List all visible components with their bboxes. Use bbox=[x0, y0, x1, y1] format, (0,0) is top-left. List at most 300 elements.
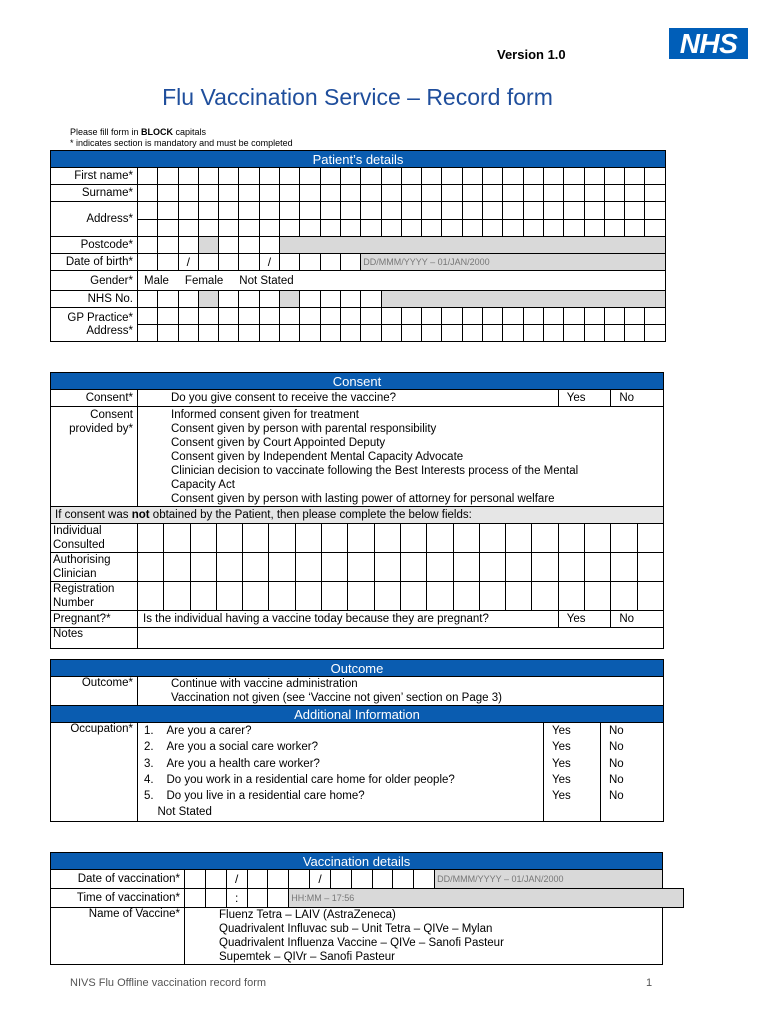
nhs-no-box[interactable] bbox=[300, 291, 320, 308]
address-box[interactable] bbox=[361, 219, 381, 237]
gp-box[interactable] bbox=[625, 325, 645, 342]
clinician-box[interactable] bbox=[164, 553, 190, 582]
date-box[interactable] bbox=[185, 870, 206, 889]
clinician-box[interactable] bbox=[637, 553, 663, 582]
first-name-box[interactable] bbox=[219, 168, 239, 185]
gp-box[interactable] bbox=[361, 308, 381, 325]
dob-box[interactable] bbox=[198, 254, 218, 271]
nhs-no-box[interactable] bbox=[178, 291, 198, 308]
yes-option[interactable]: Yes bbox=[552, 773, 571, 786]
vaccination-date-label: Date of vaccination* bbox=[51, 870, 185, 889]
dob-box[interactable] bbox=[300, 254, 320, 271]
surname-box[interactable] bbox=[138, 185, 158, 202]
surname-box[interactable] bbox=[361, 185, 381, 202]
individual-box[interactable] bbox=[269, 524, 295, 553]
first-name-box[interactable] bbox=[503, 168, 523, 185]
gp-box[interactable] bbox=[401, 325, 421, 342]
occupation-yes-column bbox=[544, 723, 601, 822]
date-box[interactable] bbox=[268, 870, 289, 889]
time-box[interactable] bbox=[205, 889, 226, 908]
clinician-box[interactable] bbox=[190, 553, 216, 582]
surname-box[interactable] bbox=[198, 185, 218, 202]
gp-box[interactable] bbox=[178, 325, 198, 342]
registration-box[interactable] bbox=[374, 582, 400, 611]
registration-box[interactable] bbox=[348, 582, 374, 611]
individual-box[interactable] bbox=[164, 524, 190, 553]
surname-box[interactable] bbox=[280, 185, 300, 202]
registration-box[interactable] bbox=[400, 582, 426, 611]
individual-box[interactable] bbox=[479, 524, 505, 553]
clinician-box[interactable] bbox=[269, 553, 295, 582]
address-box[interactable] bbox=[300, 202, 320, 220]
consent-option[interactable]: Consent given by person with lasting power of attorney for personal welfare bbox=[171, 493, 555, 505]
address-box[interactable] bbox=[401, 202, 421, 220]
nhs-no-box[interactable] bbox=[219, 291, 239, 308]
first-name-box[interactable] bbox=[259, 168, 279, 185]
registration-box[interactable] bbox=[506, 582, 532, 611]
gp-box[interactable] bbox=[361, 325, 381, 342]
surname-box[interactable] bbox=[462, 185, 482, 202]
first-name-box[interactable] bbox=[584, 168, 604, 185]
gp-box[interactable] bbox=[138, 325, 158, 342]
consent-option[interactable]: Clinician decision to vaccinate following the Best Interests process of the Mental bbox=[171, 465, 579, 477]
surname-box[interactable] bbox=[604, 185, 624, 202]
surname-box[interactable] bbox=[401, 185, 421, 202]
gp-box[interactable] bbox=[219, 325, 239, 342]
address-box[interactable] bbox=[239, 202, 259, 220]
date-box[interactable] bbox=[247, 870, 268, 889]
gp-box[interactable] bbox=[442, 308, 462, 325]
consent-option[interactable]: Informed consent given for treatment bbox=[171, 409, 359, 421]
postcode-box[interactable] bbox=[138, 237, 158, 254]
notes-field[interactable] bbox=[138, 628, 664, 649]
individual-box[interactable] bbox=[558, 524, 584, 553]
gp-box[interactable] bbox=[645, 325, 666, 342]
surname-box[interactable] bbox=[422, 185, 442, 202]
dob-slash: / bbox=[259, 254, 279, 271]
first-name-box[interactable] bbox=[280, 168, 300, 185]
gp-box[interactable] bbox=[604, 308, 624, 325]
gender-not-stated-option[interactable]: Not Stated bbox=[239, 274, 294, 287]
outcome-option[interactable]: Continue with vaccine administration bbox=[171, 678, 358, 690]
address-box[interactable] bbox=[645, 219, 666, 237]
individual-box[interactable] bbox=[400, 524, 426, 553]
date-box[interactable] bbox=[205, 870, 226, 889]
dob-box[interactable] bbox=[340, 254, 360, 271]
pregnant-question: Is the individual having a vaccine today because they are pregnant? bbox=[138, 611, 559, 628]
postcode-box[interactable] bbox=[219, 237, 239, 254]
gp-box[interactable] bbox=[483, 325, 503, 342]
surname-box[interactable] bbox=[340, 185, 360, 202]
no-option[interactable]: No bbox=[609, 773, 624, 786]
individual-box[interactable] bbox=[138, 524, 164, 553]
registration-box[interactable] bbox=[479, 582, 505, 611]
postcode-box[interactable] bbox=[239, 237, 259, 254]
registration-box[interactable] bbox=[138, 582, 164, 611]
first-name-box[interactable] bbox=[361, 168, 381, 185]
gp-box[interactable] bbox=[442, 325, 462, 342]
address-label: Address* bbox=[51, 202, 138, 237]
nhs-no-filler bbox=[381, 291, 665, 308]
first-name-box[interactable] bbox=[442, 168, 462, 185]
registration-box[interactable] bbox=[585, 582, 611, 611]
address-box[interactable] bbox=[340, 219, 360, 237]
pregnant-no-option[interactable]: No bbox=[611, 611, 664, 628]
first-name-box[interactable] bbox=[422, 168, 442, 185]
clinician-box[interactable] bbox=[322, 553, 348, 582]
individual-box[interactable] bbox=[585, 524, 611, 553]
address-box[interactable] bbox=[604, 202, 624, 220]
date-box[interactable] bbox=[393, 870, 414, 889]
individual-box[interactable] bbox=[506, 524, 532, 553]
individual-box[interactable] bbox=[611, 524, 637, 553]
individual-box[interactable] bbox=[190, 524, 216, 553]
address-box[interactable] bbox=[259, 202, 279, 220]
address-box[interactable] bbox=[280, 202, 300, 220]
address-box[interactable] bbox=[198, 202, 218, 220]
individual-box[interactable] bbox=[427, 524, 453, 553]
address-box[interactable] bbox=[280, 219, 300, 237]
gp-box[interactable] bbox=[158, 308, 178, 325]
first-name-box[interactable] bbox=[138, 168, 158, 185]
time-box[interactable] bbox=[268, 889, 289, 908]
registration-box[interactable] bbox=[164, 582, 190, 611]
individual-box[interactable] bbox=[532, 524, 558, 553]
address-box[interactable] bbox=[543, 202, 563, 220]
surname-box[interactable] bbox=[381, 185, 401, 202]
first-name-box[interactable] bbox=[239, 168, 259, 185]
registration-box[interactable] bbox=[611, 582, 637, 611]
surname-box[interactable] bbox=[178, 185, 198, 202]
clinician-box[interactable] bbox=[532, 553, 558, 582]
gp-box[interactable] bbox=[300, 325, 320, 342]
individual-box[interactable] bbox=[637, 524, 663, 553]
gp-box[interactable] bbox=[483, 308, 503, 325]
surname-box[interactable] bbox=[442, 185, 462, 202]
gp-box[interactable] bbox=[340, 325, 360, 342]
surname-box[interactable] bbox=[483, 185, 503, 202]
not-stated-option[interactable]: Not Stated bbox=[157, 806, 212, 819]
surname-box[interactable] bbox=[320, 185, 340, 202]
nhs-no-box[interactable] bbox=[239, 291, 259, 308]
dob-box[interactable] bbox=[280, 254, 300, 271]
vaccine-option[interactable]: Quadrivalent Influenza Vaccine – QIVe – Sanofi Pasteur bbox=[219, 937, 504, 949]
first-name-box[interactable] bbox=[523, 168, 543, 185]
gp-box[interactable] bbox=[340, 308, 360, 325]
consent-yes-option[interactable]: Yes bbox=[558, 390, 611, 407]
individual-box[interactable] bbox=[295, 524, 321, 553]
dob-slash: / bbox=[178, 254, 198, 271]
registration-box[interactable] bbox=[269, 582, 295, 611]
address-box[interactable] bbox=[543, 219, 563, 237]
gp-box[interactable] bbox=[564, 308, 584, 325]
gp-box[interactable] bbox=[523, 325, 543, 342]
gp-box[interactable] bbox=[584, 308, 604, 325]
surname-box[interactable] bbox=[584, 185, 604, 202]
consent-option[interactable]: Consent given by person with parental responsibility bbox=[171, 423, 437, 435]
clinician-box[interactable] bbox=[216, 553, 242, 582]
gp-box[interactable] bbox=[320, 308, 340, 325]
clinician-box[interactable] bbox=[558, 553, 584, 582]
surname-box[interactable] bbox=[259, 185, 279, 202]
registration-box[interactable] bbox=[322, 582, 348, 611]
outcome-option[interactable]: Vaccination not given (see ‘Vaccine not given’ section on Page 3) bbox=[171, 692, 502, 704]
yes-option[interactable]: Yes bbox=[552, 725, 571, 737]
surname-box[interactable] bbox=[503, 185, 523, 202]
address-box[interactable] bbox=[340, 202, 360, 220]
nhs-no-box[interactable] bbox=[138, 291, 158, 308]
surname-box[interactable] bbox=[300, 185, 320, 202]
surname-box[interactable] bbox=[219, 185, 239, 202]
address-box[interactable] bbox=[138, 202, 158, 220]
notes-row bbox=[51, 628, 664, 649]
vaccine-option[interactable]: Fluenz Tetra – LAIV (AstraZeneca) bbox=[219, 909, 396, 921]
time-box[interactable] bbox=[247, 889, 268, 908]
address-box[interactable] bbox=[401, 219, 421, 237]
gp-box[interactable] bbox=[523, 308, 543, 325]
no-option[interactable]: No bbox=[609, 757, 624, 770]
address-box[interactable] bbox=[219, 219, 239, 237]
gp-box[interactable] bbox=[462, 325, 482, 342]
vaccination-time-row bbox=[51, 889, 684, 908]
consent-table bbox=[50, 372, 664, 649]
surname-box[interactable] bbox=[564, 185, 584, 202]
gp-box[interactable] bbox=[503, 308, 523, 325]
registration-box[interactable] bbox=[216, 582, 242, 611]
gp-box[interactable] bbox=[462, 308, 482, 325]
clinician-box[interactable] bbox=[585, 553, 611, 582]
clinician-box[interactable] bbox=[427, 553, 453, 582]
gp-box[interactable] bbox=[138, 308, 158, 325]
date-box[interactable] bbox=[372, 870, 393, 889]
address-box[interactable] bbox=[320, 219, 340, 237]
registration-box[interactable] bbox=[637, 582, 663, 611]
surname-box[interactable] bbox=[645, 185, 666, 202]
postcode-box[interactable] bbox=[158, 237, 178, 254]
gp-box[interactable] bbox=[259, 308, 279, 325]
dob-box[interactable] bbox=[138, 254, 158, 271]
address-box[interactable] bbox=[422, 202, 442, 220]
address-box[interactable] bbox=[198, 219, 218, 237]
nhs-no-box[interactable] bbox=[340, 291, 360, 308]
individual-box[interactable] bbox=[453, 524, 479, 553]
address-box[interactable] bbox=[361, 202, 381, 220]
date-box[interactable] bbox=[351, 870, 372, 889]
gp-box[interactable] bbox=[280, 308, 300, 325]
gp-box[interactable] bbox=[503, 325, 523, 342]
address-box[interactable] bbox=[523, 202, 543, 220]
no-option[interactable]: No bbox=[609, 741, 624, 754]
address-box[interactable] bbox=[645, 202, 666, 220]
surname-box[interactable] bbox=[239, 185, 259, 202]
address-box[interactable] bbox=[442, 202, 462, 220]
time-box[interactable] bbox=[185, 889, 206, 908]
yes-option[interactable]: Yes bbox=[552, 741, 571, 754]
vaccination-time-label: Time of vaccination* bbox=[51, 889, 185, 908]
vaccine-option[interactable]: Quadrivalent Influvac sub – Unit Tetra – QIVe – Mylan bbox=[219, 923, 493, 935]
nhs-no-box[interactable] bbox=[158, 291, 178, 308]
dob-box[interactable] bbox=[219, 254, 239, 271]
gp-box[interactable] bbox=[259, 325, 279, 342]
individual-box[interactable] bbox=[348, 524, 374, 553]
nhs-no-box[interactable] bbox=[361, 291, 381, 308]
consent-no-option[interactable]: No bbox=[611, 390, 664, 407]
address-box[interactable] bbox=[381, 219, 401, 237]
address-box[interactable] bbox=[158, 202, 178, 220]
address-box[interactable] bbox=[320, 202, 340, 220]
dob-box[interactable] bbox=[320, 254, 340, 271]
gp-box[interactable] bbox=[280, 325, 300, 342]
address-box[interactable] bbox=[483, 202, 503, 220]
address-box[interactable] bbox=[604, 219, 624, 237]
clinician-box[interactable] bbox=[479, 553, 505, 582]
address-box[interactable] bbox=[219, 202, 239, 220]
vaccine-name-label: Name of Vaccine* bbox=[51, 908, 185, 965]
first-name-box[interactable] bbox=[543, 168, 563, 185]
surname-box[interactable] bbox=[158, 185, 178, 202]
address-box[interactable] bbox=[483, 219, 503, 237]
gp-box[interactable] bbox=[381, 325, 401, 342]
yes-option[interactable]: Yes bbox=[552, 757, 571, 770]
first-name-box[interactable] bbox=[645, 168, 666, 185]
address-box[interactable] bbox=[625, 219, 645, 237]
gp-box[interactable] bbox=[584, 325, 604, 342]
individual-box[interactable] bbox=[243, 524, 269, 553]
gp-box[interactable] bbox=[381, 308, 401, 325]
date-box[interactable] bbox=[330, 870, 351, 889]
first-name-box[interactable] bbox=[158, 168, 178, 185]
address-box[interactable] bbox=[625, 202, 645, 220]
postcode-box[interactable] bbox=[178, 237, 198, 254]
first-name-box[interactable] bbox=[198, 168, 218, 185]
date-box[interactable] bbox=[414, 870, 435, 889]
address-box[interactable] bbox=[138, 219, 158, 237]
gp-box[interactable] bbox=[645, 308, 666, 325]
address-box[interactable] bbox=[564, 219, 584, 237]
clinician-box[interactable] bbox=[374, 553, 400, 582]
gp-box[interactable] bbox=[300, 308, 320, 325]
individual-box[interactable] bbox=[374, 524, 400, 553]
surname-box[interactable] bbox=[523, 185, 543, 202]
postcode-box[interactable] bbox=[259, 237, 279, 254]
registration-box[interactable] bbox=[427, 582, 453, 611]
address-box[interactable] bbox=[584, 202, 604, 220]
gp-box[interactable] bbox=[401, 308, 421, 325]
dob-box[interactable] bbox=[158, 254, 178, 271]
pregnant-yes-option[interactable]: Yes bbox=[558, 611, 611, 628]
address-box[interactable] bbox=[462, 219, 482, 237]
gp-box[interactable] bbox=[543, 325, 563, 342]
first-name-box[interactable] bbox=[625, 168, 645, 185]
registration-box[interactable] bbox=[453, 582, 479, 611]
no-option[interactable]: No bbox=[609, 725, 624, 737]
consent-option[interactable]: Consent given by Court Appointed Deputy bbox=[171, 437, 386, 449]
postcode-label: Postcode* bbox=[51, 237, 138, 254]
dob-box[interactable] bbox=[239, 254, 259, 271]
yes-option[interactable]: Yes bbox=[552, 790, 571, 803]
clinician-box[interactable] bbox=[400, 553, 426, 582]
first-name-box[interactable] bbox=[483, 168, 503, 185]
registration-box[interactable] bbox=[532, 582, 558, 611]
address-box[interactable] bbox=[523, 219, 543, 237]
first-name-box[interactable] bbox=[320, 168, 340, 185]
registration-box[interactable] bbox=[190, 582, 216, 611]
gender-male-option[interactable]: Male bbox=[144, 274, 169, 287]
no-option[interactable]: No bbox=[609, 790, 624, 803]
clinician-box[interactable] bbox=[348, 553, 374, 582]
address-box[interactable] bbox=[259, 219, 279, 237]
address-box[interactable] bbox=[178, 202, 198, 220]
address-box[interactable] bbox=[239, 219, 259, 237]
registration-box[interactable] bbox=[243, 582, 269, 611]
gp-box[interactable] bbox=[320, 325, 340, 342]
nhs-no-box[interactable] bbox=[259, 291, 279, 308]
clinician-box[interactable] bbox=[243, 553, 269, 582]
gp-box[interactable] bbox=[219, 308, 239, 325]
clinician-box[interactable] bbox=[506, 553, 532, 582]
registration-box[interactable] bbox=[558, 582, 584, 611]
address-box[interactable] bbox=[584, 219, 604, 237]
nhs-no-box[interactable] bbox=[320, 291, 340, 308]
first-name-box[interactable] bbox=[401, 168, 421, 185]
address-box[interactable] bbox=[158, 219, 178, 237]
address-box[interactable] bbox=[462, 202, 482, 220]
address-box[interactable] bbox=[503, 202, 523, 220]
clinician-box[interactable] bbox=[138, 553, 164, 582]
address-box[interactable] bbox=[422, 219, 442, 237]
address-box[interactable] bbox=[381, 202, 401, 220]
gp-box[interactable] bbox=[239, 325, 259, 342]
address-box[interactable] bbox=[300, 219, 320, 237]
gp-box[interactable] bbox=[422, 308, 442, 325]
first-name-box[interactable] bbox=[340, 168, 360, 185]
address-box[interactable] bbox=[178, 219, 198, 237]
gp-box[interactable] bbox=[422, 325, 442, 342]
first-name-box[interactable] bbox=[462, 168, 482, 185]
first-name-box[interactable] bbox=[178, 168, 198, 185]
gp-box[interactable] bbox=[178, 308, 198, 325]
clinician-box[interactable] bbox=[611, 553, 637, 582]
address-box[interactable] bbox=[503, 219, 523, 237]
consent-option[interactable]: Consent given by Independent Mental Capacity Advocate bbox=[171, 451, 464, 463]
surname-box[interactable] bbox=[543, 185, 563, 202]
gp-box[interactable] bbox=[158, 325, 178, 342]
gp-box[interactable] bbox=[564, 325, 584, 342]
individual-box[interactable] bbox=[216, 524, 242, 553]
gp-box[interactable] bbox=[198, 325, 218, 342]
first-name-box[interactable] bbox=[564, 168, 584, 185]
individual-box[interactable] bbox=[322, 524, 348, 553]
first-name-box[interactable] bbox=[300, 168, 320, 185]
surname-box[interactable] bbox=[625, 185, 645, 202]
clinician-box[interactable] bbox=[453, 553, 479, 582]
authorising-clinician-label: Authorising Clinician bbox=[51, 553, 138, 582]
gp-box[interactable] bbox=[239, 308, 259, 325]
date-box[interactable] bbox=[289, 870, 310, 889]
gp-box[interactable] bbox=[604, 325, 624, 342]
registration-box[interactable] bbox=[295, 582, 321, 611]
first-name-box[interactable] bbox=[604, 168, 624, 185]
vaccine-option[interactable]: Supemtek – QIVr – Sanofi Pasteur bbox=[219, 951, 395, 963]
address-box[interactable] bbox=[564, 202, 584, 220]
gp-box[interactable] bbox=[198, 308, 218, 325]
gp-box[interactable] bbox=[543, 308, 563, 325]
first-name-box[interactable] bbox=[381, 168, 401, 185]
address-box[interactable] bbox=[442, 219, 462, 237]
gender-female-option[interactable]: Female bbox=[184, 274, 224, 287]
gp-box[interactable] bbox=[625, 308, 645, 325]
clinician-box[interactable] bbox=[295, 553, 321, 582]
